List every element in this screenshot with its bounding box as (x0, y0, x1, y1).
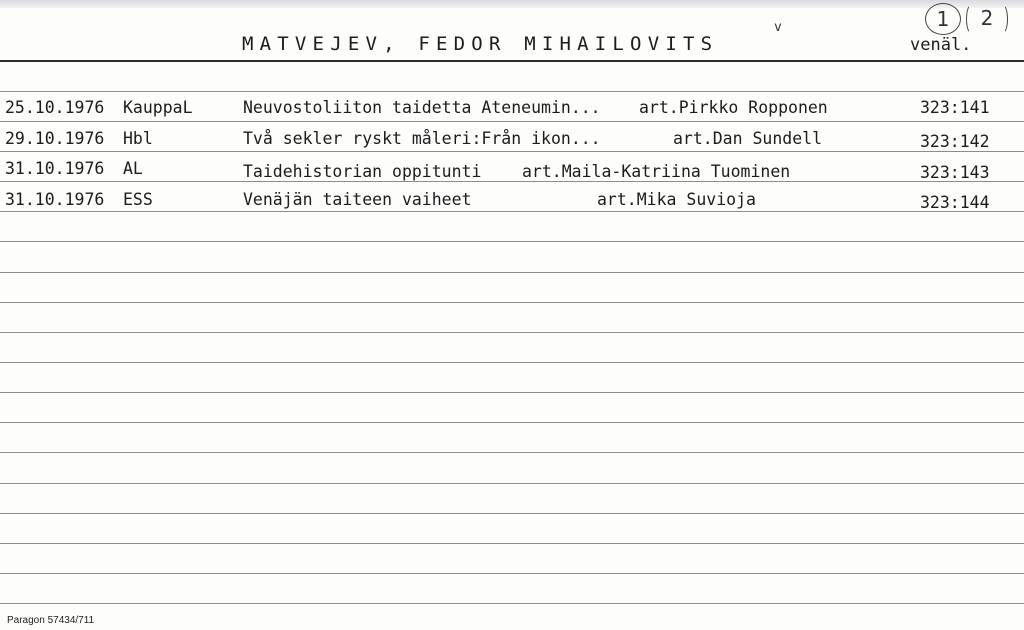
caron-mark: v (774, 20, 782, 35)
entry-date: 31.10.1976 (5, 159, 105, 178)
ruled-line (0, 422, 1024, 423)
header-rule (0, 60, 1024, 62)
entry-author: art.Dan Sundell (673, 129, 823, 148)
ruled-line (0, 452, 1024, 453)
ruled-line (0, 362, 1024, 363)
entry-code: 323:143 (920, 163, 990, 182)
entry-title: Två sekler ryskt måleri:Från ikon... (243, 129, 601, 148)
card-heading-name: MATVEJEV, FEDOR MIHAILOVITS (242, 33, 719, 55)
card-top-edge (0, 0, 1024, 8)
entry-title: Venäjän taiteen vaiheet (243, 190, 472, 209)
ruled-line (0, 603, 1024, 604)
ruled-line (0, 573, 1024, 574)
ruled-line (0, 302, 1024, 303)
entry-title: Taidehistorian oppitunti (243, 162, 482, 181)
entry-source: Hbl (123, 129, 153, 148)
ruled-line (0, 513, 1024, 514)
entry-row (0, 129, 1024, 153)
entry-code: 323:144 (920, 193, 990, 212)
card-number-parenthesized: 2 (970, 3, 1004, 33)
entry-source: AL (123, 159, 143, 178)
entry-date: 25.10.1976 (5, 98, 105, 117)
entry-date: 29.10.1976 (5, 129, 105, 148)
ruled-line (0, 332, 1024, 333)
entry-code: 323:142 (920, 132, 990, 151)
card-heading-language: venäl. (910, 35, 972, 55)
card-number-circled: 1 (925, 3, 961, 35)
ruled-line (0, 272, 1024, 273)
entry-source: KauppaL (123, 98, 193, 117)
entry-author: art.Maila-Katriina Tuominen (522, 162, 791, 181)
entry-author: art.Mika Suvioja (597, 190, 756, 209)
ruled-line (0, 543, 1024, 544)
card-print-code: Paragon 57434/711 (7, 615, 95, 626)
entry-row (0, 190, 1024, 214)
ruled-line (0, 483, 1024, 484)
entry-title: Neuvostoliiton taidetta Ateneumin... (243, 98, 601, 117)
entry-source: ESS (123, 190, 153, 209)
entry-date: 31.10.1976 (5, 190, 105, 209)
entry-row (0, 98, 1024, 122)
entry-code: 323:141 (920, 98, 990, 117)
ruled-line (0, 241, 1024, 242)
ruled-line (0, 91, 1024, 92)
entry-row (0, 159, 1024, 183)
entry-author: art.Pirkko Ropponen (639, 98, 828, 117)
ruled-line (0, 392, 1024, 393)
